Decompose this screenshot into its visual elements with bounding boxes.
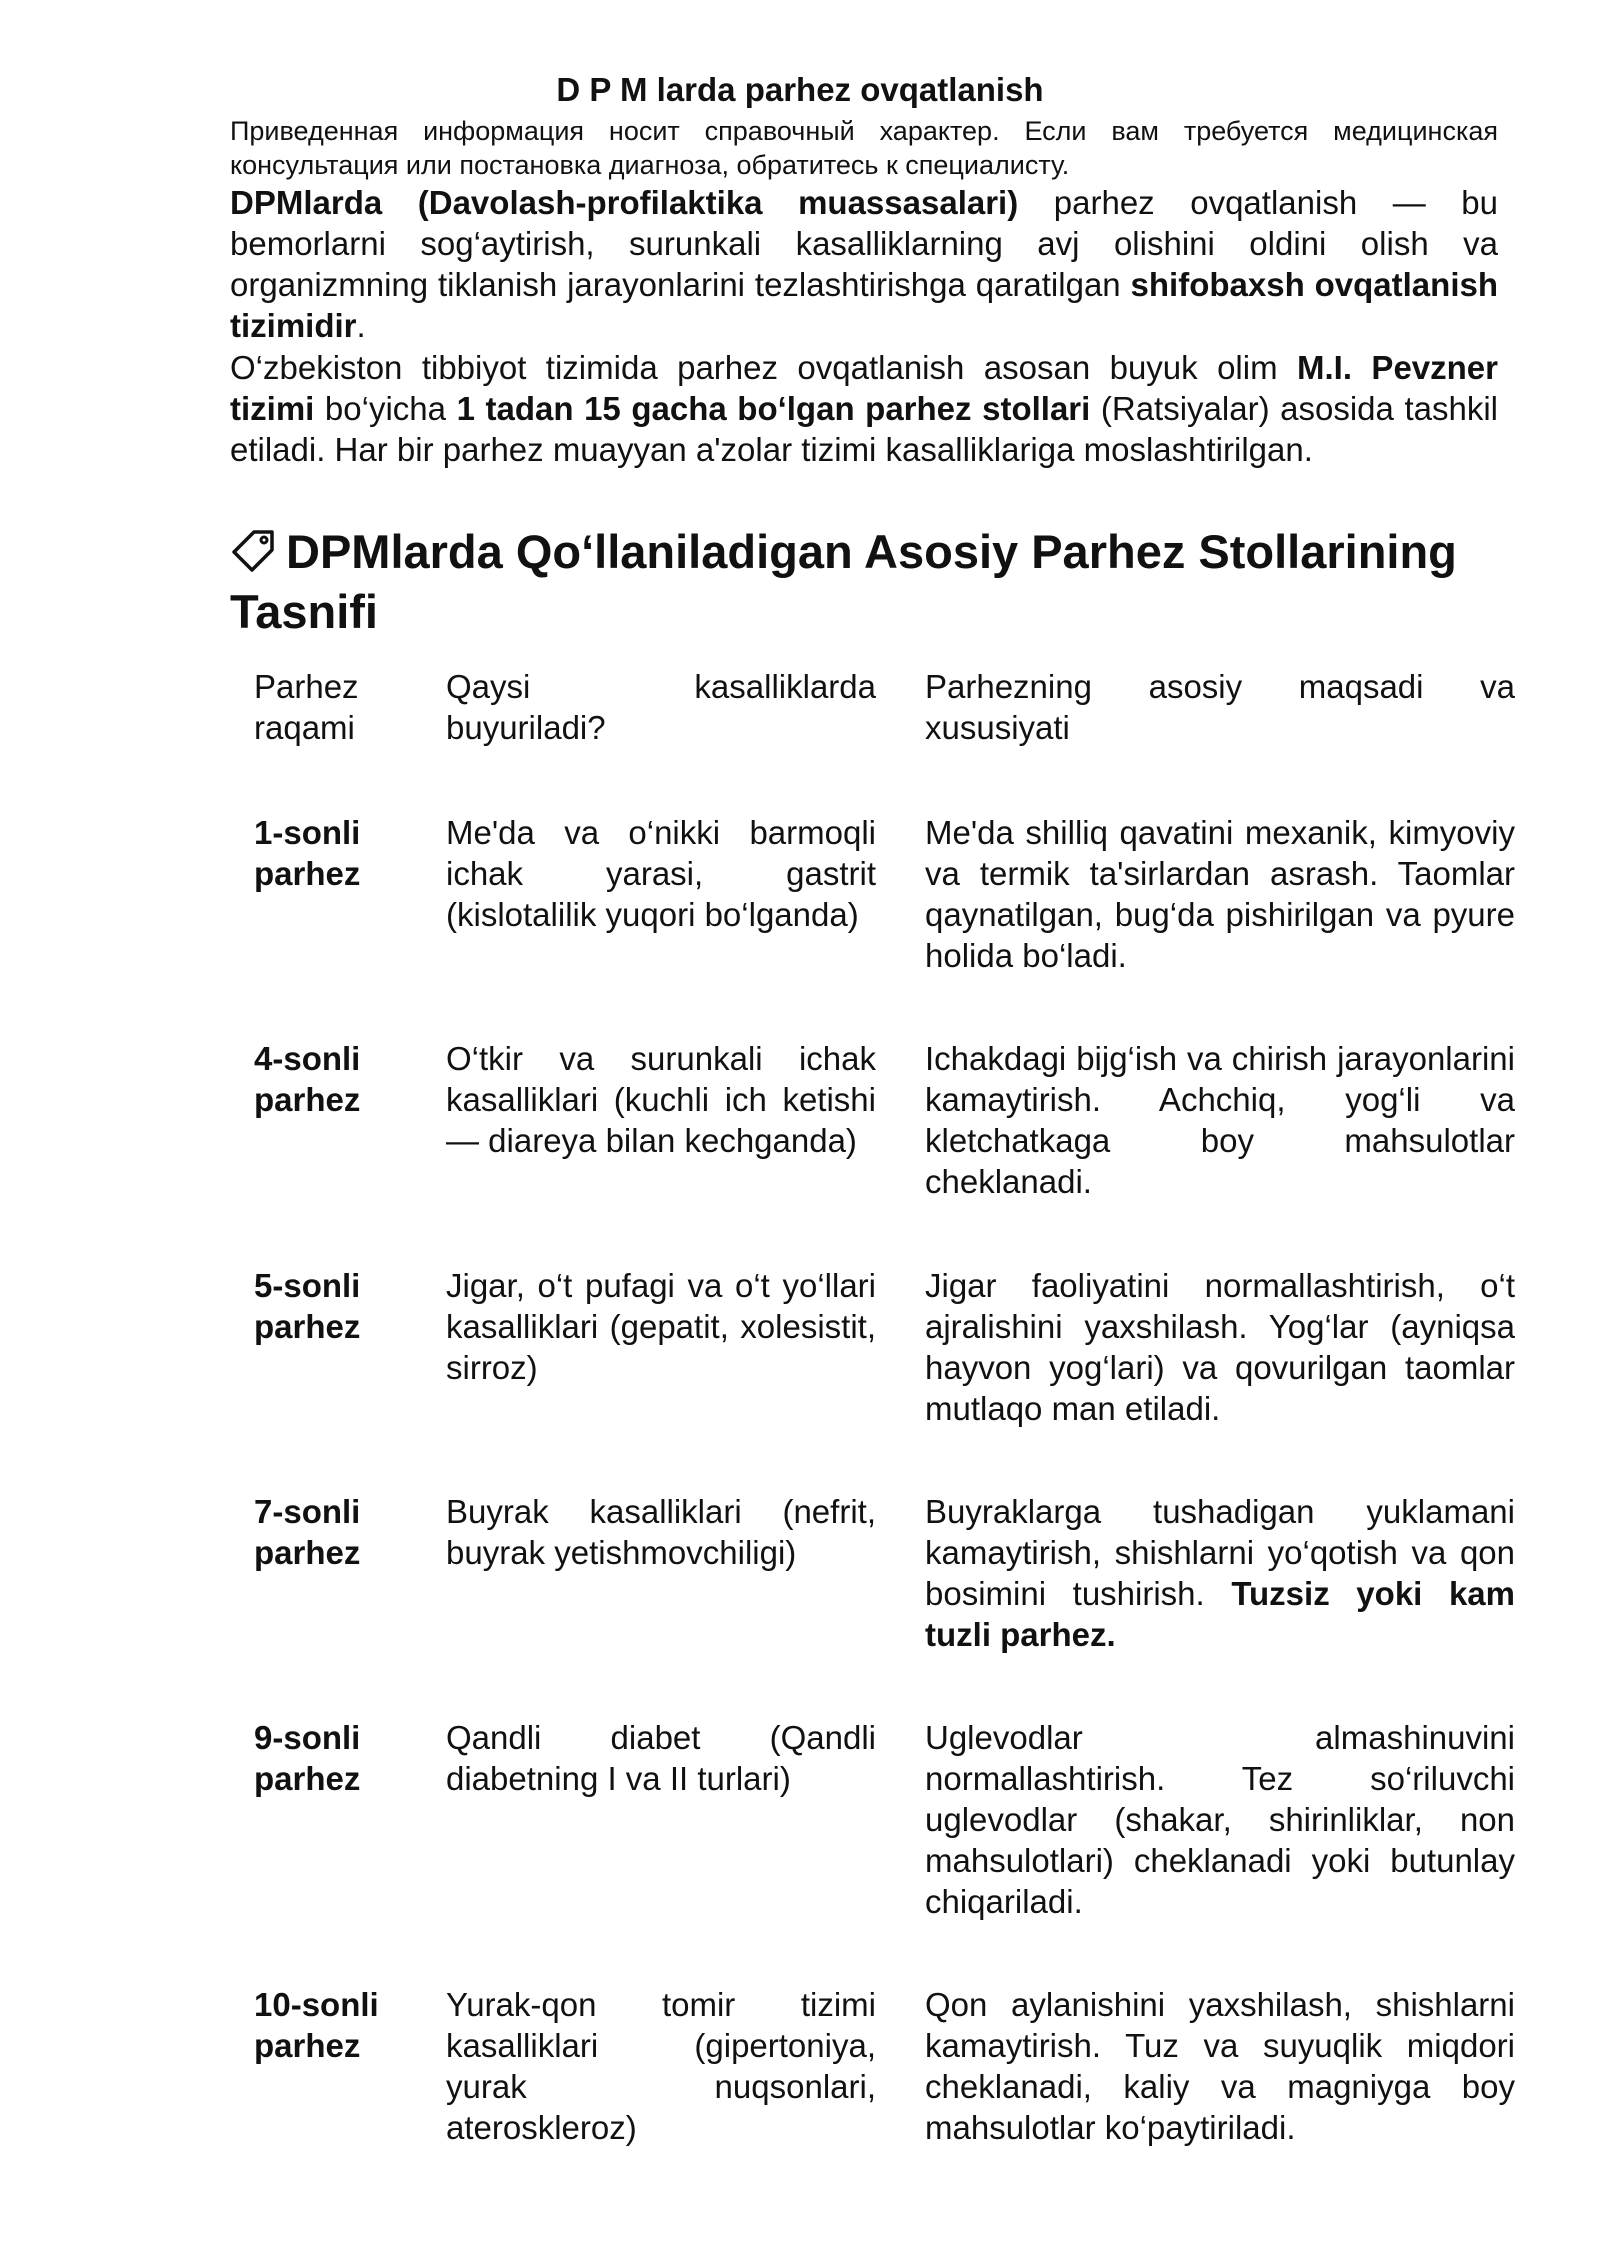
row-number: 5-sonli parhez [254,1267,361,1345]
intro-text-end: . [356,307,366,344]
row-purpose: Ichakdagi bijg‘ish va chirish jarayonlarini kamaytirish. Achchiq, yog‘li va kletchatkaga boy mahsulotlar cheklanadi. [925,1040,1515,1200]
row-disease: Me'da va o‘nikki barmoqli ichak yarasi, gastrit (kislotalilik yuqori bo‘lganda) [446,814,876,933]
pevzner-paragraph [230,347,1498,470]
row-number: 4-sonli parhez [254,1040,361,1118]
row-purpose-text: Buyraklarga tushadigan yuklamani kamaytirish, shishlarni yo‘qotish va qon bosimini tushirish. [925,1493,1515,1612]
row-purpose-bold: Tuzsiz yoki kam tuzli parhez. [925,1575,1515,1653]
header-number: Parhez raqami [254,668,359,746]
row-purpose: Jigar faoliyatini normallashtirish, o‘t ajralishini yaxshilash. Yog‘lar (ayniqsa hayvon yog‘lari) va qovurilgan taomlar mutlaqo man etiladi. [925,1267,1515,1427]
row-number: 10-sonli parhez [254,1986,379,2064]
header-purpose: Parhezning asosiy maqsadi va xususiyati [925,668,1515,746]
section-heading-text: DPMlarda Qo‘llaniladigan Asosiy Parhez Stollarining Tasnifi [230,525,1457,638]
row-disease: Jigar, o‘t pufagi va o‘t yo‘llari kasalliklari (gepatit, xolesistit, sirroz) [446,1267,876,1386]
row-number: 1-sonli parhez [254,814,361,892]
row-purpose [925,1491,1515,1655]
row-disease: Yurak-qon tomir tizimi kasalliklari (gipertoniya, yurak nuqsonlari, ateroskleroz) [446,1986,876,2146]
header-disease: Qaysi kasalliklarda buyuriladi? [446,668,876,746]
row-number: 7-sonli parhez [254,1493,361,1571]
disclaimer-text: Приведенная информация носит справочный характер. Если вам требуется медицинская консультация или постановка диагноза, обратитесь к специалисту. [230,116,1498,180]
intro-bold-end: shifobaxsh ovqatlanish tizimidir [230,266,1498,344]
row-purpose: Me'da shilliq qavatini mexanik, kimyoviy va termik ta'sirlardan asrash. Taomlar qaynatilgan, bug‘da pishirilgan va pyure holida bo‘ladi. [925,814,1515,974]
p2-text-3: (Ratsiyalar) asosida tashkil etiladi. Har bir parhez muayyan a'zolar tizimi kasalliklariga moslashtirilgan. [230,390,1498,468]
row-purpose: Qon aylanishini yaxshilash, shishlarni kamaytirish. Tuz va suyuqlik miqdori cheklanadi, kaliy va magniyga boy mahsulotlar ko‘paytiriladi. [925,1986,1515,2146]
intro-text: parhez ovqatlanish — bu bemorlarni sog‘aytirish, surunkali kasalliklarning avj olishini oldini olish va organizmning tiklanish jarayonlarini tezlashtirishga qaratilgan [230,184,1498,303]
section-heading [230,522,1530,642]
row-number: 9-sonli parhez [254,1719,361,1797]
document-title: D P M larda parhez ovqatlanish [556,71,1044,108]
row-purpose: Uglevodlar almashinuvini normallashtirish. Tez so‘riluvchi uglevodlar (shakar, shirinliklar, non mahsulotlari) cheklanadi yoki butunlay chiqariladi. [925,1719,1515,1920]
p2-bold-2: 1 tadan 15 gacha bo‘lgan parhez stollari [456,390,1091,427]
p2-text-1: O‘zbekiston tibbiyot tizimida parhez ovqatlanish asosan buyuk olim [230,349,1298,386]
tag-icon [230,528,276,574]
intro-paragraph [230,182,1498,346]
intro-bold-lead: DPMlarda (Davolash-profilaktika muassasalari) [230,184,1019,221]
row-disease: Qandli diabet (Qandli diabetning I va II turlari) [446,1719,876,1797]
row-disease: Buyrak kasalliklari (nefrit, buyrak yetishmovchiligi) [446,1493,876,1571]
row-disease: O‘tkir va surunkali ichak kasalliklari (kuchli ich ketishi — diareya bilan kechganda) [446,1040,876,1159]
p2-text-2: bo‘yicha [314,390,457,427]
p2-bold-1: M.I. Pevzner tizimi [230,349,1498,427]
